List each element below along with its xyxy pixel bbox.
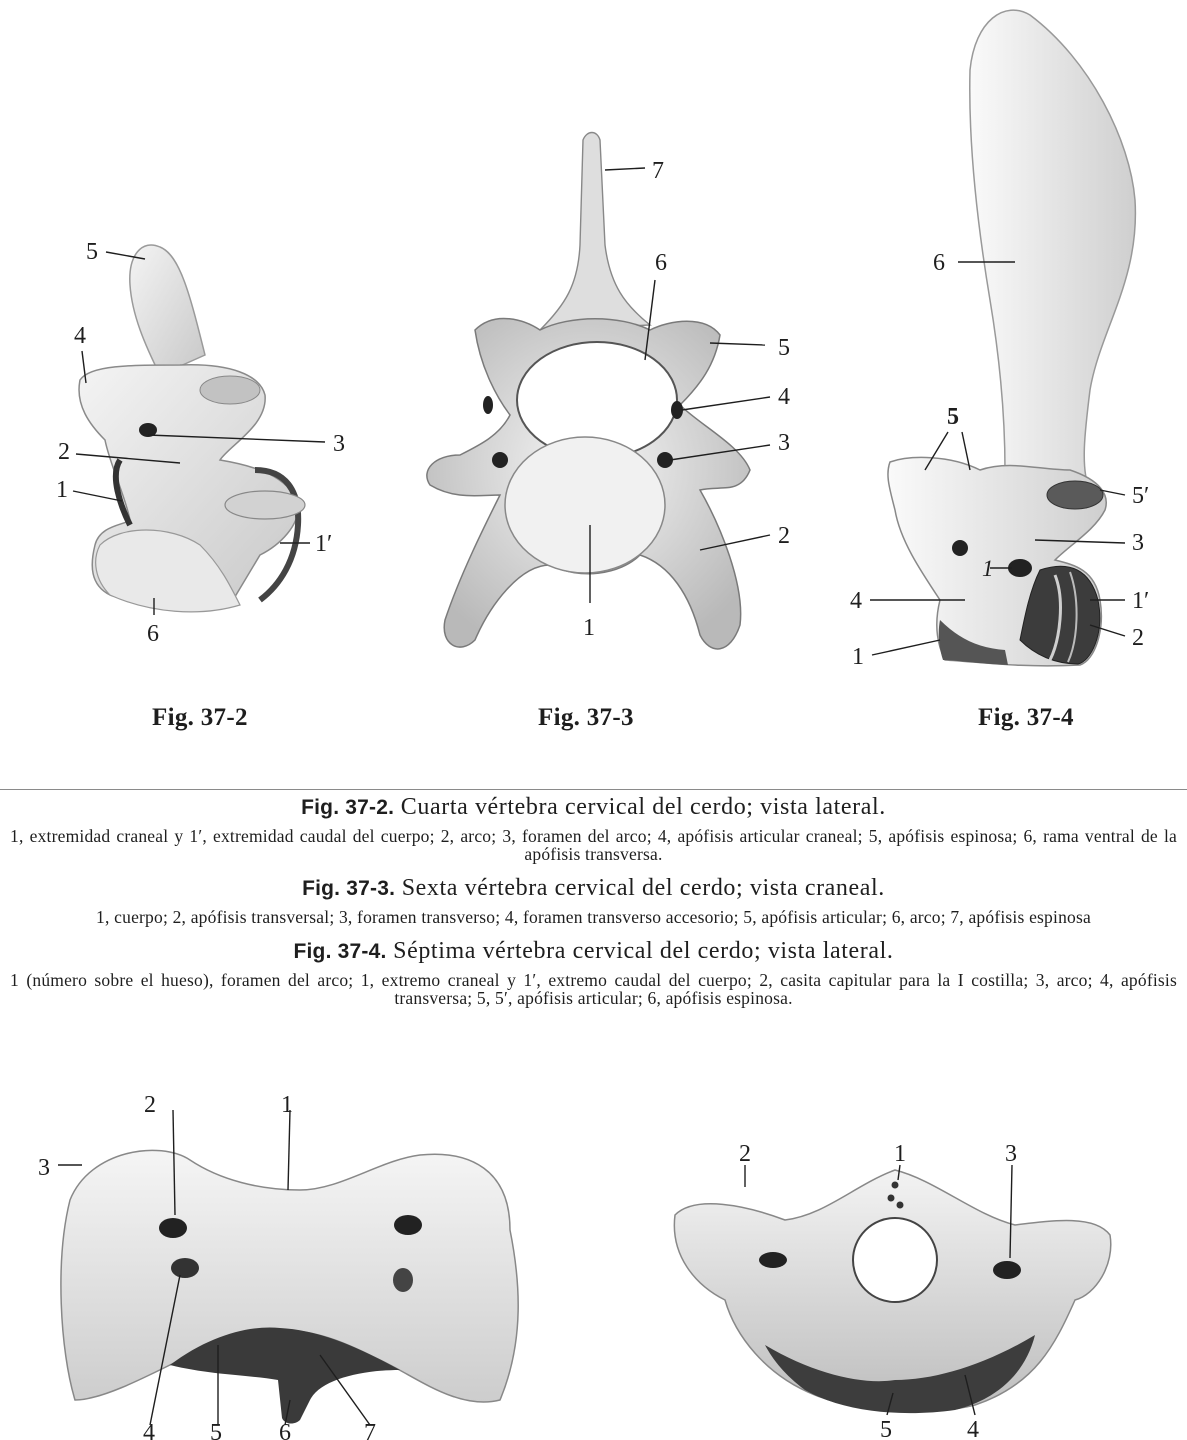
fig-37-2-callout-2: 2 (58, 439, 70, 465)
figure-37-4-label: Fig. 37-4 (978, 704, 1074, 731)
caption-37-4-title-text: Séptima vértebra cervical del cerdo; vista lateral. (393, 938, 894, 964)
figure-37-3-label: Fig. 37-3 (538, 704, 634, 731)
caption-37-3-title-text: Sexta vértebra cervical del cerdo; vista craneal. (401, 875, 885, 901)
fig-37-2-callout-1: 1 (56, 477, 68, 503)
fig-37-4-callout-2: 2 (1132, 625, 1144, 651)
bottom-left-callout-5: 5 (210, 1420, 222, 1440)
bottom-left-callout-3: 3 (38, 1155, 50, 1181)
bottom-left-callout-7: 7 (364, 1420, 376, 1440)
figure-37-4-illustration (840, 0, 1170, 680)
bottom-left-callout-1: 1 (281, 1092, 293, 1118)
caption-37-3-title (0, 873, 1187, 904)
fig-37-3-callout-6: 6 (655, 250, 667, 276)
bottom-left-callout-6: 6 (279, 1420, 291, 1440)
caption-37-4-title (0, 936, 1187, 967)
caption-37-4-fig: Fig. 37-4. (293, 940, 387, 963)
fig-37-2-callout-6: 6 (147, 621, 159, 647)
figure-37-2-label: Fig. 37-2 (152, 704, 248, 731)
caption-37-2-fig: Fig. 37-2. (301, 796, 395, 819)
fig-37-2-callout-4: 4 (74, 323, 86, 349)
bottom-left-vertebra-illustration (20, 1080, 540, 1440)
section-divider (0, 789, 1187, 790)
caption-37-2-body: 1, extremidad craneal y 1′, extremidad caudal del cuerpo; 2, arco; 3, foramen del arco; 4, apófisis articular craneal; 5, apófisis espinosa; 6, rama ventral de la apófisis transversa. (10, 826, 1177, 864)
caption-37-3-body: 1, cuerpo; 2, apófisis transversal; 3, foramen transverso; 4, foramen transverso accesorio; 5, apófisis articular; 6, arco; 7, apófisis espinosa (96, 907, 1091, 927)
fig-37-4-callout-1prime: 1′ (1132, 588, 1150, 614)
bottom-right-callout-1: 1 (894, 1141, 906, 1167)
fig-37-4-callout-3: 3 (1132, 530, 1144, 556)
fig-37-3-callout-2: 2 (778, 523, 790, 549)
bottom-right-callout-5: 5 (880, 1417, 892, 1440)
fig-37-4-callout-6: 6 (933, 250, 945, 276)
fig-37-4-callout-5: 5 (947, 404, 959, 430)
fig-37-3-callout-7: 7 (652, 158, 664, 184)
bottom-right-callout-4: 4 (967, 1417, 979, 1440)
fig-37-2-callout-3: 3 (333, 431, 345, 457)
bottom-right-callout-2: 2 (739, 1141, 751, 1167)
figure-37-3-illustration (400, 125, 810, 675)
fig-37-4-callout-1: 1 (852, 644, 864, 670)
fig-37-2-callout-5: 5 (86, 239, 98, 265)
bottom-right-vertebra-illustration (655, 1125, 1155, 1440)
caption-37-2-title (0, 792, 1187, 823)
fig-37-4-callout-1-on-bone: 1 (982, 556, 994, 581)
bottom-right-callout-3: 3 (1005, 1141, 1017, 1167)
bottom-left-callout-2: 2 (144, 1092, 156, 1118)
caption-37-4-body: 1 (número sobre el hueso), foramen del arco; 1, extremo craneal y 1′, extremo caudal del cuerpo; 2, casita capitular para la I costilla; 3, arco; 4, apófisis transversa; 5, 5′, apófisis articular; 6, apófisis espinosa. (10, 970, 1177, 1008)
caption-37-2-title-text: Cuarta vértebra cervical del cerdo; vista lateral. (400, 794, 886, 820)
fig-37-4-callout-5prime: 5′ (1132, 483, 1150, 509)
figure-37-2-illustration (30, 225, 360, 665)
caption-37-3-fig: Fig. 37-3. (302, 877, 396, 900)
fig-37-4-callout-4: 4 (850, 588, 862, 614)
fig-37-3-callout-4: 4 (778, 384, 790, 410)
fig-37-2-callout-1prime: 1′ (315, 531, 333, 557)
fig-37-3-callout-3: 3 (778, 430, 790, 456)
fig-37-3-callout-1: 1 (583, 615, 595, 641)
figure-captions (0, 792, 1187, 1017)
bottom-left-callout-4: 4 (143, 1420, 155, 1440)
fig-37-3-callout-5: 5 (778, 335, 790, 361)
